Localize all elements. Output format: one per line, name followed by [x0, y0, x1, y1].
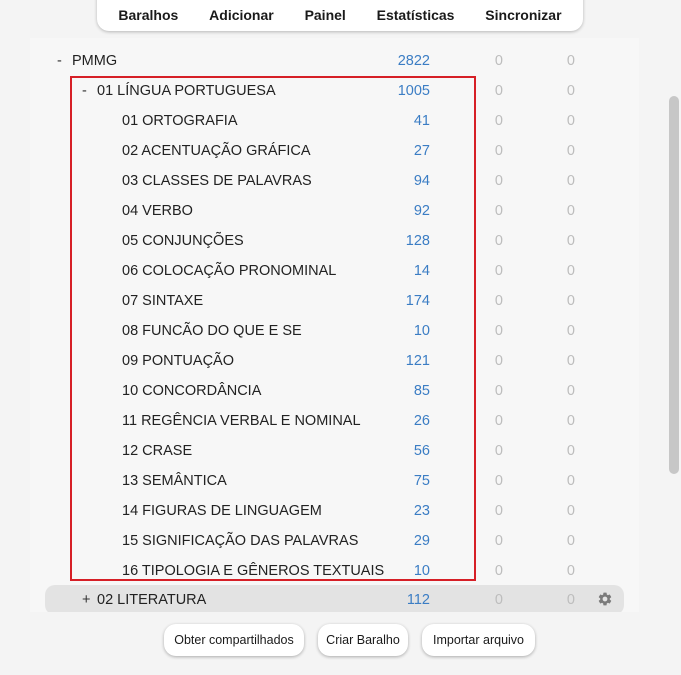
deck-row[interactable] [30, 436, 639, 466]
deck-name[interactable]: 10 CONCORDÂNCIA [122, 383, 262, 399]
deck-name[interactable]: 16 TIPOLOGIA E GÊNEROS TEXTUAIS [122, 563, 385, 579]
learn-count: 0 [494, 323, 503, 339]
learn-count: 0 [494, 443, 503, 459]
new-count: 174 [405, 293, 430, 309]
learn-count: 0 [494, 592, 503, 608]
top-toolbar [97, 0, 583, 31]
collapse-toggle[interactable]: - [57, 53, 62, 69]
due-count: 0 [566, 353, 575, 369]
deck-name[interactable]: 07 SINTAXE [122, 293, 204, 309]
deck-name[interactable]: 09 PONTUAÇÃO [122, 353, 234, 369]
deck-name[interactable]: 13 SEMÂNTICA [122, 473, 227, 489]
collapse-toggle[interactable]: - [82, 83, 87, 99]
new-count: 27 [413, 143, 430, 159]
due-count: 0 [566, 113, 575, 129]
new-count: 1005 [397, 83, 430, 99]
deck-row[interactable] [30, 346, 639, 376]
new-count: 2822 [397, 53, 430, 69]
create-deck-button[interactable]: Criar Baralho [318, 624, 408, 656]
learn-count: 0 [494, 203, 503, 219]
deck-list [30, 38, 639, 612]
deck-name[interactable]: 12 CRASE [122, 443, 193, 459]
due-count: 0 [566, 263, 575, 279]
new-count: 128 [405, 233, 430, 249]
new-count: 92 [413, 203, 430, 219]
due-count: 0 [566, 53, 575, 69]
due-count: 0 [566, 383, 575, 399]
learn-count: 0 [494, 383, 503, 399]
new-count: 14 [413, 263, 430, 279]
deck-row-lingua-portuguesa[interactable] [30, 76, 639, 106]
learn-count: 0 [494, 263, 503, 279]
expand-toggle[interactable]: + [82, 592, 91, 608]
nav-sync[interactable]: Sincronizar [485, 7, 562, 23]
new-count: 41 [413, 113, 430, 129]
new-count: 10 [413, 323, 430, 339]
new-count: 29 [413, 533, 430, 549]
learn-count: 0 [494, 563, 503, 579]
deck-row-literatura[interactable] [45, 585, 624, 612]
nav-stats[interactable]: Estatísticas [376, 7, 455, 23]
learn-count: 0 [494, 83, 503, 99]
due-count: 0 [566, 592, 575, 608]
deck-row[interactable] [30, 166, 639, 196]
due-count: 0 [566, 233, 575, 249]
deck-row[interactable] [30, 406, 639, 436]
due-count: 0 [566, 323, 575, 339]
learn-count: 0 [494, 113, 503, 129]
due-count: 0 [566, 413, 575, 429]
deck-row[interactable] [30, 496, 639, 526]
due-count: 0 [566, 83, 575, 99]
due-count: 0 [566, 443, 575, 459]
due-count: 0 [566, 563, 575, 579]
deck-row[interactable] [30, 466, 639, 496]
vertical-scrollbar[interactable] [669, 96, 679, 474]
new-count: 75 [413, 473, 430, 489]
deck-name[interactable]: 11 REGÊNCIA VERBAL E NOMINAL [122, 413, 361, 429]
deck-name[interactable]: 06 COLOCAÇÃO PRONOMINAL [122, 263, 337, 279]
new-count: 94 [413, 173, 430, 189]
deck-row[interactable] [30, 256, 639, 286]
deck-row[interactable] [30, 196, 639, 226]
deck-name[interactable]: 01 LÍNGUA PORTUGUESA [97, 83, 276, 99]
bottom-actions [0, 624, 681, 658]
deck-row[interactable] [30, 526, 639, 556]
gear-icon[interactable] [597, 591, 613, 607]
due-count: 0 [566, 203, 575, 219]
learn-count: 0 [494, 353, 503, 369]
deck-name[interactable]: PMMG [72, 53, 118, 69]
learn-count: 0 [494, 53, 503, 69]
deck-row-pmmg[interactable] [30, 46, 639, 76]
learn-count: 0 [494, 533, 503, 549]
new-count: 56 [413, 443, 430, 459]
learn-count: 0 [494, 473, 503, 489]
due-count: 0 [566, 533, 575, 549]
deck-name[interactable]: 02 LITERATURA [97, 592, 207, 608]
new-count: 23 [413, 503, 430, 519]
due-count: 0 [566, 143, 575, 159]
new-count: 85 [413, 383, 430, 399]
deck-row[interactable] [30, 556, 639, 586]
deck-name[interactable]: 03 CLASSES DE PALAVRAS [122, 173, 312, 189]
learn-count: 0 [494, 293, 503, 309]
deck-row[interactable] [30, 316, 639, 346]
deck-row[interactable] [30, 286, 639, 316]
new-count: 121 [405, 353, 430, 369]
deck-row[interactable] [30, 226, 639, 256]
nav-add[interactable]: Adicionar [209, 7, 274, 23]
nav-browse[interactable]: Painel [304, 7, 346, 23]
due-count: 0 [566, 503, 575, 519]
deck-row[interactable] [30, 136, 639, 166]
deck-name[interactable]: 04 VERBO [122, 203, 193, 219]
nav-decks[interactable]: Baralhos [118, 7, 179, 23]
learn-count: 0 [494, 503, 503, 519]
deck-name[interactable]: 05 CONJUNÇÕES [122, 233, 244, 249]
deck-row[interactable] [30, 376, 639, 406]
deck-row[interactable] [30, 106, 639, 136]
learn-count: 0 [494, 143, 503, 159]
learn-count: 0 [494, 173, 503, 189]
due-count: 0 [566, 293, 575, 309]
learn-count: 0 [494, 233, 503, 249]
learn-count: 0 [494, 413, 503, 429]
due-count: 0 [566, 473, 575, 489]
import-file-button[interactable]: Importar arquivo [422, 624, 535, 656]
deck-name[interactable]: 01 ORTOGRAFIA [122, 113, 238, 129]
deck-name[interactable]: 02 ACENTUAÇÃO GRÁFICA [122, 143, 311, 159]
new-count: 26 [413, 413, 430, 429]
get-shared-button[interactable]: Obter compartilhados [164, 624, 304, 656]
deck-name[interactable]: 08 FUNCÃO DO QUE E SE [122, 323, 302, 339]
new-count: 112 [406, 592, 430, 608]
deck-name[interactable]: 15 SIGNIFICAÇÃO DAS PALAVRAS [122, 533, 359, 549]
deck-name[interactable]: 14 FIGURAS DE LINGUAGEM [122, 503, 322, 519]
due-count: 0 [566, 173, 575, 189]
new-count: 10 [413, 563, 430, 579]
